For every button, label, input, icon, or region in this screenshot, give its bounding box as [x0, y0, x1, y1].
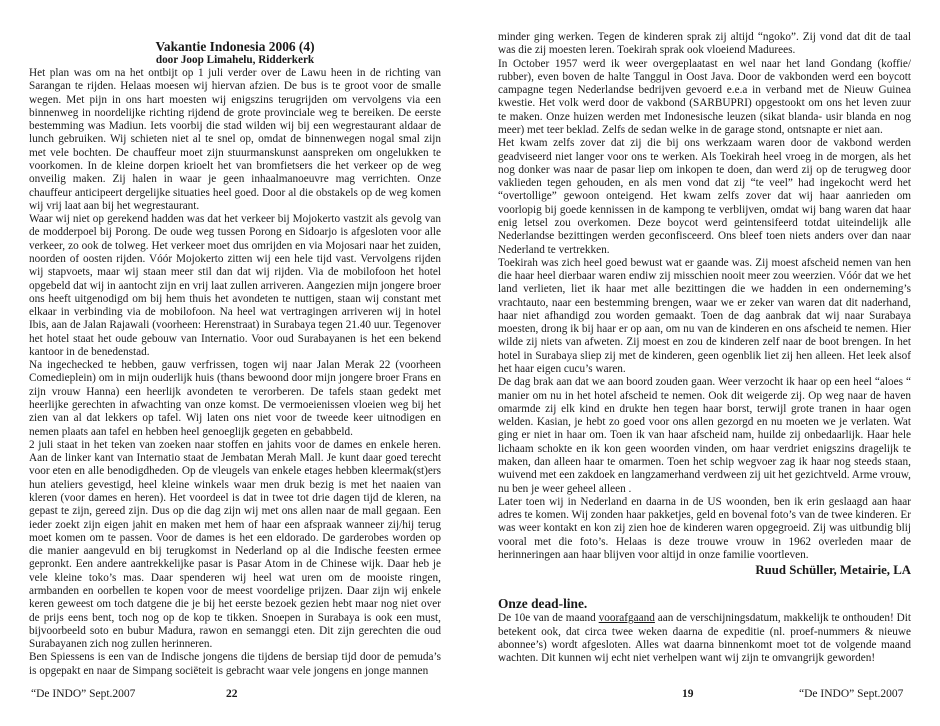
notice-title: Onze dead-line. [498, 596, 588, 612]
right-page [498, 0, 911, 726]
left-article-body [29, 67, 441, 678]
left-page [29, 0, 441, 726]
footer-left-source: “De INDO” Sept.2007 [31, 688, 136, 700]
notice-text-start: De 10e van de maand [498, 612, 599, 625]
paragraph: Waar wij niet op gerekend hadden was dat het verkeer bij Mojokerto vastzit als gevolg van de modderpoel bij Porong. De oude weg tussen Porong en Sidoarjo is afgesloten voor alle verkeer, zo ook de tolweg. Het verkeer moet dus omrijden en via Mojosari naar het zuiden, noorden of oosten rijden. Vóór Mojokerto zitten wij een hele tijd vast. Vervolgens rijden wij stapvoets, maar wij staan meer stil dan dat wij rijden. Via de mobilofoon het hotel opgebeld dat wij in aantocht zijn en vrij laat zullen arriveren. Aangezien mijn jongere broer ons heeft uitgenodigd om bij hem thuis het avondeten te nuttigen, staan wij constant met elkaar in verbinding via de mobilofoon. Na heel wat vertragingen arriveren wij in hotel Ibis, aan de Jalan Rajawali (voorheen: Herenstraat) in Surabaya tegen 21.40 uur. Tegenover het hotel staat het oude gebouw van Internatio. Voor oud Surabayanen is het een bekend kantoor in de benedenstad. [29, 213, 441, 358]
paragraph: 2 juli staat in het teken van zoeken naar stoffen en jahits voor de dames en enkele heren. Aan de linker kant van Internatio staat de Jembatan Merah Mall. Je kunt daar goed terecht voor eten en alle benodigdheden. Op de vleugels van enkele etages hebben kleermak(st)ers hun ateliers gevestigd, heel kleine winkels waar men druk bezig is met het naaien van kleren (voor dames en heren). Het voordeel is dat in twee tot drie dagen tijd de kleren, na gepast te zijn, gereed zijn. Dus op die dag zijn wij met ons allen naar de mall gegaan. Een ieder zoekt zijn eigen jahit en maken met hem of haar een afspraak wanneer zij/hij terug moet komen om te passen. Voor de dames is het een eldorado. De garderobes worden op die manier aangevuld en bij terugkomst in Nederland op al die Indische feesten ermee gepronkt. Een andere aantrekkelijke pasar is Pasar Atom in de Chinese wijk. Daar heb je vele kleine toko’s mas. Daar spenderen wij heel wat uren om de mooiste ringen, armbanden en oorbellen te kopen voor de meest voordelige prijzen. Daar zijn wij enkele keren geweest om toch datgene die je bij het eerste bezoek gezien hebt maar nog niet over de prijs eens bent, toch nog op de kop te tikken. Snoepen in Surabaya is ook een must, bijvoorbeeld soto en bubur Madura, rawon en semanggi eten. Dit zijn gerechten die oud Surabayanen zich nog zullen herinneren. [29, 438, 441, 651]
paragraph: Het kwam zelfs zover dat zij die bij ons werkzaam waren door de vakbond werden geadviseerd niet langer voor ons te werken. Als Toekirah heel vroeg in de morgen, als het nog donker was naar de pasar liep om inkopen te doen, dan werd zij op de terugweg door vaklieden tegen gehouden, en als men vond dat zij “te veel” had ingekocht werd het “overtollige” gewoon onteigend. Het kwam zelfs zover dat wij haar aanrieden om voorlopig bij goede kennissen in de kampong te verblijven, omdat wij bang waren dat haar enig letsel zou overkomen. Deze boycot werd geintensifeerd totdat uiteindelijk alle Nederlandse bezittingen werden geconfisceerd. Ons bleef toen niets anders over dan naar Nederland te vertrekken. [498, 137, 911, 256]
author-signature: Ruud Schüller, Metairie, LA [755, 563, 911, 578]
paragraph: De dag brak aan dat we aan boord zouden gaan. Weer verzocht ik haar op een heel “aloes “ manier om nu in het hotel afscheid te nemen. Ook dit weigerde zij. Op weg naar de haven omarmde zij elk kind en drukte hen tegen haar borst, terwijl grote tranen in haar ogen welden. Kasian, je hebt zo goed voor ons allen gezorgd en nu moeten we je verlaten. Wat ging er niet in haar om. Toen ik van haar afscheid nam, huilde zij onbedaarlijk. Haar hele lichaam schokte en ik kon geen woorden vinden, om haar verdriet enigszins dragelijk te maken, dan alleen haar te omarmen. Toen het schip wegvoer zag ik haar nog steeds staan, wuivend met een zakdoek en langzamerhand verdween zij uit het gezichtveld. Arme vrouw, nu ben je weer geheel alleen . [498, 376, 911, 495]
notice-underlined-word: voorafgaand [598, 612, 655, 625]
paragraph: Toekirah was zich heel goed bewust wat er gaande was. Zij moest afscheid nemen van hen die haar heel dierbaar waren endiw zij misschien nooit meer zou weerzien. Vóór dat we het land verlieten, liet ik haar met alle bezittingen die we hadden in een onderneming’s vrachtauto, naar een bestemming brengen, waar we er zeker van waren dat dit naderhand, haar niet afhandigd zou worden gemaakt. Toen de dag aanbrak dat wij naar Surabaya moesten, drong ik bij haar er op aan, om nu van de kinderen en ons afscheid te nemen. Hier wilde zij niets van afweten. Zij moest en zou de kinderen zelf naar de boot brengen. In het hotel in Surabaya sliep zij met de kinderen, geen ogenblik liet zij hen alleen. Het leek alsof het haar eigen cucu’s waren. [498, 256, 911, 376]
paragraph: Na ingechecked te hebben, gauw verfrissen, togen wij naar Jalan Merak 22 (voorheen Comedieplein) om in mijn ouderlijk huis (thans bewoond door mijn jongere broer Frans en zijn vrouw Hanna) een heerlijk avondeten te verorberen. De tafels staan gedekt met heerlijke gerechten in afwachting van onze komst. De vermoeienissen vloeien weg bij het zien van al dat lekkers op tafel. Wij laten ons niet voor de tweede keer uitnodigen en nemen plaats aan tafel en hebben heel genoeglijk gegeten en gebabbeld. [29, 359, 441, 438]
article-title: Vakantie Indonesia 2006 (4) [155, 39, 315, 54]
paragraph: Het plan was om na het ontbijt op 1 juli verder over de Lawu heen in de richting van Sarangan te rijden. Helaas moesen wij hiervan afzien. De bus is te groot voor de smalle wegen. Met pijn in ons hart moesten wij enigszins terugrijden om vervolgens via een binnenweg in noordelijke richting rijdend de grote provinciale weg te bereiken. De eerste bestemming was Madiun. Iets voorbij die stad wilden wij bij een wegrestaurant aldaar de lunch gebruiken. Wij schieten niet al te snel op, omdat de binnenwegen nogal smal zijn met vele bochten. De chauffeur moet zijn stuurmanskunst aanspreken om ongelukken te voorkomen. In de kleine dorpen krioelt het van bromfietsers die het verkeer op de weg onveilig maken. Zij halen in waar je geen inhaalmanoeuvre mag verrichten. Onze chauffeur anticipeert dergelijke situaties heel goed. Door al die obstakels op de weg komen wij vrij laat aan bij het wegrestaurant. [29, 67, 441, 212]
paragraph: Ben Spiessens is een van de Indische jongens die tijdens de bersiap tijd door de pemuda’s is opgepakt en naar de Simpang sociëteit is gebracht waar vele jongens en jonge mannen [29, 651, 441, 677]
right-article-body [498, 31, 911, 562]
paragraph: Later toen wij in Nederland en daarna in de US woonden, ben ik erin geslaagd aan haar adres te komen. Wij zonden haar pakketjes, geld en bovenal foto’s van de twee kinderen. Er was weer kontakt en kon zij zien hoe de kinderen waren opgegroeid. Zij was uitbundig blij vooral met die foto’s. Helaas is deze trouwe vrouw in 1962 overleden maar de herinneringen aan haar blijven voor altijd in onze familie voortleven. [498, 495, 911, 561]
notice-text [498, 612, 911, 665]
footer-left-page-number: 22 [226, 688, 238, 700]
footer-right-page-number: 19 [682, 688, 694, 700]
notice-text-end: aan de verschijningsdatum, makkelijk te onthouden! Dit betekent ook, dat circa twee weken daarna de expeditie (nl. proef-nummers & nieuwe abonnee’s) wordt afgesloten. Alles wat daarna binnenkomt moet tot de volgende maand wachten. Dit kunnen wij echt niet verhelpen want wij zijn te omvangrijk geworden! [498, 612, 911, 665]
article-byline: door Joop Limahelu, Ridderkerk [155, 54, 315, 66]
footer-right-source: “De INDO” Sept.2007 [799, 688, 904, 700]
paragraph: In October 1957 werd ik weer overgeplaatast en wel naar het land Gondang (koffie/ rubber), even boven de halte Tanggul in Oost Java. Door de vakbonden werd een boycott campagne tegen Nederlandse bedrijven gevoerd e.e.a in verband met de Nieuw Guinea kwestie. Het volk werd door de vakbond (SARBUPRI) opgestookt om ons het leven zuur te maken. Onze huizen werden met Indonesische leuzen (sikat blanda- usir blanda en nog meer) met teer beklad. Zelfs de sedan welke in de garage stond, ontsnapte er niet aan. [498, 57, 911, 136]
notice-body [498, 612, 911, 665]
paragraph: minder ging werken. Tegen de kinderen sprak zij altijd “ngoko”. Zij vond dat dit de taal was die zij moesten leren. Toekirah sprak ook vloeiend Madurees. [498, 31, 911, 57]
